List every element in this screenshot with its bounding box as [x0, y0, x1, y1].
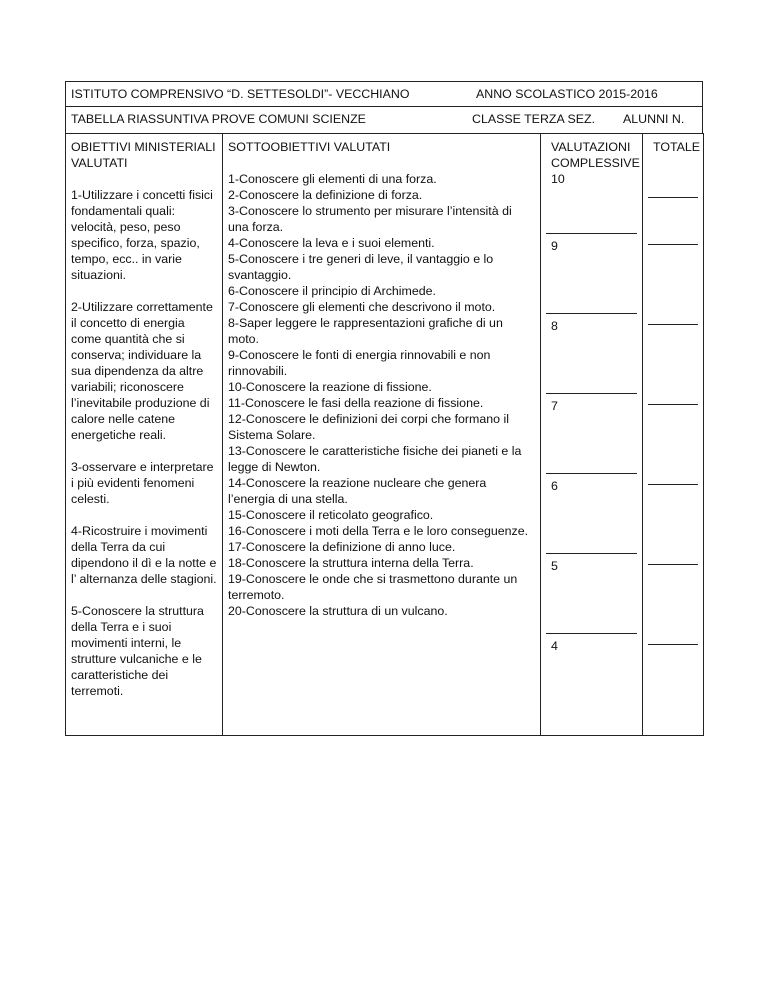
grade-value: 9 [551, 239, 558, 253]
grade-value: 4 [551, 639, 558, 653]
total-column [643, 134, 704, 736]
subobjective-item: 5-Conoscere i tre generi di leve, il vantaggio e lo svantaggio. [228, 252, 494, 282]
total-cell[interactable] [648, 645, 698, 735]
grade-cell [546, 474, 637, 554]
table-title: TABELLA RIASSUNTIVA PROVE COMUNI SCIENZE [71, 112, 366, 126]
school-year: ANNO SCOLASTICO 2015-2016 [476, 87, 658, 101]
objectives-header: OBIETTIVI MINISTERIALI VALUTATI [71, 140, 216, 170]
subobjective-item: 16-Conoscere i moti della Terra e le loro conseguenze. [228, 524, 529, 538]
total-cell[interactable] [648, 405, 698, 485]
subobjective-item: 10-Conoscere la reazione di fissione. [228, 380, 432, 394]
grade-value: 8 [551, 319, 558, 333]
document-page [65, 81, 703, 736]
table-body-row [66, 134, 704, 736]
subobjective-item: 14-Conoscere la reazione nucleare che genera l’energia di una stella. [228, 476, 487, 506]
subobjective-item: 4-Conoscere la leva e i suoi elementi. [228, 236, 435, 250]
class-info [467, 107, 702, 133]
subobjective-item: 7-Conoscere gli elementi che descrivono il moto. [228, 300, 496, 314]
subobjectives-list [228, 155, 535, 619]
subobjective-item: 20-Conoscere la struttura di un vulcano. [228, 604, 448, 618]
subobjective-item: 3-Conoscere lo strumento per misurare l’intensità di una forza. [228, 204, 512, 234]
objective-item: 5-Conoscere la struttura della Terra e i suoi movimenti interni, le strutture vulcaniche e le caratteristiche dei terremoti. [71, 604, 204, 698]
header-row-school [65, 81, 703, 106]
subobjectives-header: SOTTOOBIETTIVI VALUTATI [228, 140, 391, 154]
subobjective-item: 2-Conoscere la definizione di forza. [228, 188, 423, 202]
total-cell[interactable] [648, 325, 698, 405]
total-cell[interactable] [648, 245, 698, 325]
objective-item: 2-Utilizzare correttamente il concetto di energia come quantità che si conserva; individuare la sua dipendenza da altre variabili; riconoscere l’inevitabile produzione di calore nelle catene energetiche reali. [71, 300, 213, 442]
objective-item: 4-Ricostruire i movimenti della Terra da cui dipendono il dì e la notte e l’ alternanza delle stagioni. [71, 524, 217, 586]
total-header: TOTALE [653, 140, 701, 154]
grade-cell [546, 554, 637, 634]
subobjective-item: 15-Conoscere il reticolato geografico. [228, 508, 434, 522]
subobjective-item: 6-Conoscere il principio di Archimede. [228, 284, 436, 298]
evaluations-column [541, 134, 643, 736]
school-name: ISTITUTO COMPRENSIVO “D. SETTESOLDI”- VECCHIANO [71, 87, 410, 101]
subobjective-item: 11-Conoscere le fasi della reazione di fissione. [228, 396, 484, 410]
subobjective-item: 8-Saper leggere le rappresentazioni grafiche di un moto. [228, 316, 503, 346]
grade-cell [546, 314, 637, 394]
students-label: ALUNNI N. [623, 112, 685, 126]
evaluations-header: VALUTAZIONI COMPLESSIVE [551, 140, 640, 170]
grade-cell [546, 234, 637, 314]
objectives-column [66, 134, 223, 736]
header-row-title [65, 106, 703, 133]
grade-value: 6 [551, 479, 558, 493]
grade-value: 5 [551, 559, 558, 573]
subobjective-item: 9-Conoscere le fonti di energia rinnovabili e non rinnovabili. [228, 348, 491, 378]
summary-table [65, 133, 704, 736]
grade-cell [546, 394, 637, 474]
class-label: CLASSE TERZA SEZ. [472, 112, 596, 126]
subobjective-item: 17-Conoscere la definizione di anno luce. [228, 540, 456, 554]
subobjective-item: 1-Conoscere gli elementi di una forza. [228, 172, 437, 186]
objective-item: 1-Utilizzare i concetti fisici fondamentali quali: velocità, peso, peso specifico, forza, spazio, tempo, ecc.. in varie situazioni. [71, 188, 213, 282]
subobjectives-column [223, 134, 541, 736]
total-cell[interactable] [648, 565, 698, 645]
grade-10: 10 [551, 172, 565, 186]
grade-cell [546, 634, 637, 724]
objective-item: 3-osservare e interpretare i più evidenti fenomeni celesti. [71, 460, 214, 506]
subobjective-item: 19-Conoscere le onde che si trasmettono durante un terremoto. [228, 572, 518, 602]
total-cell[interactable] [648, 485, 698, 565]
grade-value: 7 [551, 399, 558, 413]
subobjective-item: 13-Conoscere le caratteristiche fisiche dei pianeti e la legge di Newton. [228, 444, 522, 474]
subobjective-item: 12-Conoscere le definizioni dei corpi che formano il Sistema Solare. [228, 412, 510, 442]
subobjective-item: 18-Conoscere la struttura interna della Terra. [228, 556, 474, 570]
